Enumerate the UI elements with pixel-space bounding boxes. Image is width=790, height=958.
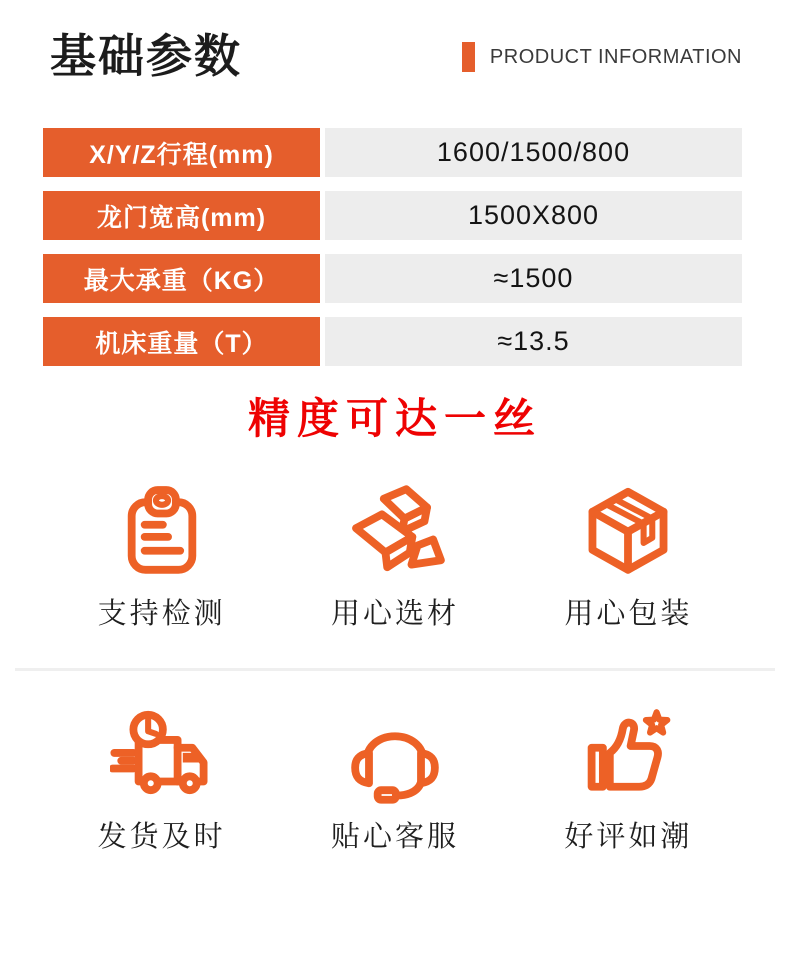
spec-label: 最大承重（KG） [43,254,320,303]
subtitle-wrap [462,42,742,72]
feature-item [564,484,692,634]
spec-table [43,128,742,366]
section-header [0,0,790,82]
gold-bars-icon [343,484,447,588]
divider [15,668,775,671]
spec-label: X/Y/Z行程(mm) [43,128,320,177]
spec-label: 机床重量（T） [43,317,320,366]
highlight-title: 精度可达一丝 [247,395,542,442]
feature-item [331,707,459,857]
table-row [43,317,742,366]
feature-label: 支持检测 [97,598,226,630]
table-row [43,128,742,177]
table-row [43,191,742,240]
feature-label: 用心选材 [330,598,459,630]
spec-label: 龙门宽高(mm) [43,191,320,240]
table-row [43,254,742,303]
page-title: 基础参数 [50,30,242,82]
package-box-icon [576,484,680,588]
page-subtitle: PRODUCT INFORMATION [489,45,742,68]
feature-item [98,484,226,634]
spec-value: ≈1500 [325,254,742,303]
feature-label: 用心包装 [564,598,693,630]
feature-label: 贴心客服 [330,821,459,853]
accent-bar [462,42,475,72]
feature-item [331,484,459,634]
clipboard-icon [110,484,214,588]
feature-label: 发货及时 [97,821,226,853]
feature-item [564,707,692,857]
spec-value: 1600/1500/800 [325,128,742,177]
thumbs-up-icon [576,707,680,811]
feature-item [98,707,226,857]
spec-value: 1500X800 [325,191,742,240]
headset-icon [343,707,447,811]
delivery-truck-icon [110,707,214,811]
features-row-1 [45,484,745,634]
spec-value: ≈13.5 [325,317,742,366]
feature-label: 好评如潮 [564,821,693,853]
features-row-2 [45,707,745,857]
